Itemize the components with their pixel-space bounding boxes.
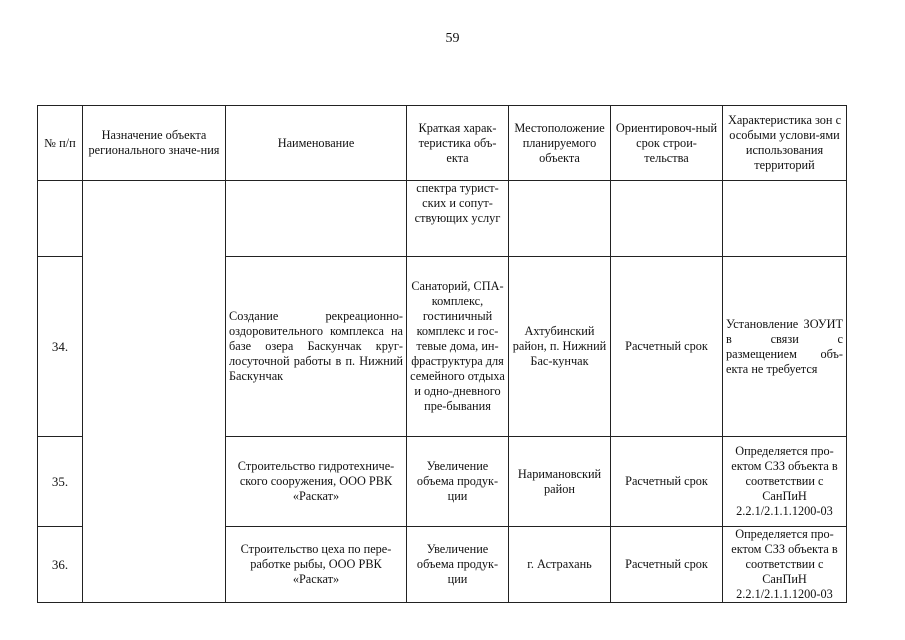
row-zones: Определяется про-ектом СЗЗ объекта в соответствии с СанПиН 2.2.1/2.1.1.1200-03	[723, 527, 847, 603]
row-zones: Определяется про-ектом СЗЗ объекта в соответствии с СанПиН 2.2.1/2.1.1.1200-03	[723, 437, 847, 527]
header-zones: Характеристика зон с особыми услови-ями использования территорий	[723, 106, 847, 181]
row-zones	[723, 181, 847, 257]
row-name: Строительство цеха по пере-работке рыбы, ООО РВК «Раскат»	[226, 527, 407, 603]
row-brief: Увеличение объема продук-ции	[407, 527, 509, 603]
row-term: Расчетный срок	[611, 257, 723, 437]
row-brief: спектра турист-ских и сопут-ствующих услуг	[407, 181, 509, 257]
row-brief: Увеличение объема продук-ции	[407, 437, 509, 527]
row-zones: Установление ЗОУИТ в связи с размещением объ-екта не требуется	[723, 257, 847, 437]
row-num: 35.	[38, 437, 83, 527]
row-name: Строительство гидротехниче-ского сооружения, ООО РВК «Раскат»	[226, 437, 407, 527]
row-location: г. Астрахань	[509, 527, 611, 603]
purpose-cell	[83, 181, 226, 603]
header-purpose: Назначение объекта регионального значе-ния	[83, 106, 226, 181]
row-term: Расчетный срок	[611, 437, 723, 527]
row-term: Расчетный срок	[611, 527, 723, 603]
row-location	[509, 181, 611, 257]
header-brief: Краткая харак-теристика объ-екта	[407, 106, 509, 181]
objects-table	[37, 105, 847, 603]
table-row	[38, 181, 847, 257]
header-location: Местоположение планируемого объекта	[509, 106, 611, 181]
row-name	[226, 181, 407, 257]
row-name: Создание рекреационно-оздоровительного комплекса на базе озера Баскунчак круг-лосуточной работы в п. Нижний Баскунчак	[226, 257, 407, 437]
page-number: 59	[445, 31, 460, 46]
row-num	[38, 181, 83, 257]
row-location: Наримановский район	[509, 437, 611, 527]
row-num: 36.	[38, 527, 83, 603]
table-header-row	[38, 106, 847, 181]
header-name: Наименование	[226, 106, 407, 181]
row-num: 34.	[38, 257, 83, 437]
row-term	[611, 181, 723, 257]
row-location: Ахтубинский район, п. Нижний Бас-кунчак	[509, 257, 611, 437]
header-term: Ориентировоч-ный срок строи-тельства	[611, 106, 723, 181]
row-brief: Санаторий, СПА-комплекс, гостиничный комплекс и гос-тевые дома, ин-фраструктура для семейного отдыха и одно-дневного пре-бывания	[407, 257, 509, 437]
header-num: № п/п	[38, 106, 83, 181]
